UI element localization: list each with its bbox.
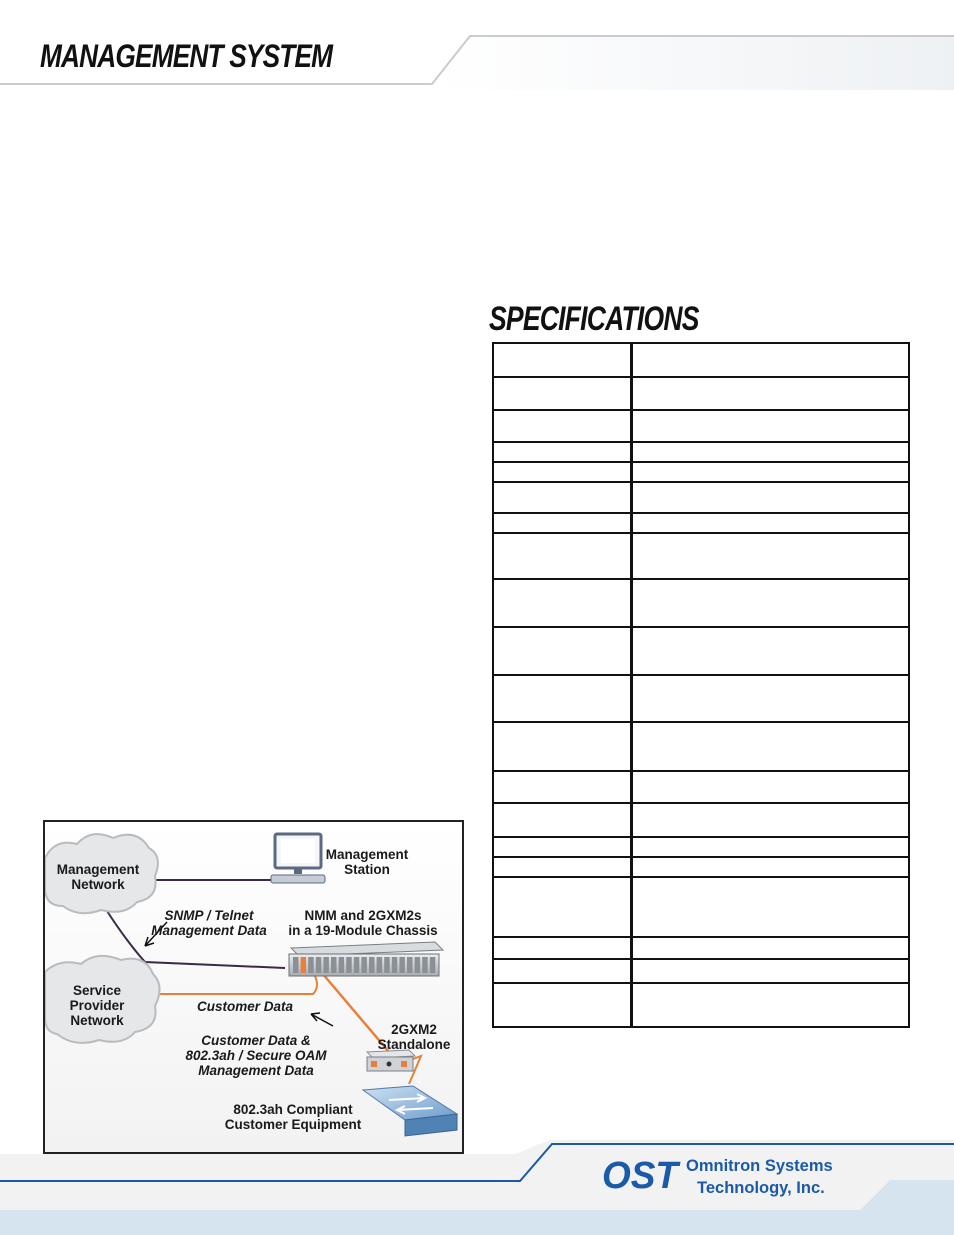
snmp-telnet-label: SNMP / Telnet Management Data [151, 908, 267, 938]
spec-table-row [494, 802, 908, 838]
chassis-module-slot [422, 957, 428, 973]
chassis-module-slot [308, 957, 314, 973]
chassis-module-slot [399, 957, 405, 973]
spec-table-row [494, 876, 908, 938]
svg-text:OST: OST [602, 1157, 681, 1193]
spec-table-row [494, 721, 908, 772]
spec-table-row [494, 344, 908, 376]
spec-table-row [494, 982, 908, 1030]
standalone-label: 2GXM2 Standalone [377, 1022, 451, 1052]
specifications-title: SPECIFICATIONS [489, 300, 699, 338]
service-provider-network-label: Service Provider Network [69, 983, 125, 1028]
company-name-line2: Technology, Inc. [697, 1179, 825, 1197]
spec-table-row [494, 936, 908, 960]
chassis-module-slot [377, 957, 383, 973]
chassis-module-slot [323, 957, 329, 973]
spec-table-row [494, 626, 908, 676]
spec-table-row [494, 481, 908, 514]
management-station-icon [271, 834, 325, 883]
chassis-module-slot [415, 957, 421, 973]
specifications-table [492, 342, 910, 1028]
spec-table-row [494, 856, 908, 878]
ost-logo-icon [602, 1157, 682, 1193]
chassis-module-slot [293, 957, 299, 973]
spec-table-row [494, 958, 908, 984]
spec-table-row [494, 836, 908, 858]
chassis-label: NMM and 2GXM2s in a 19-Module Chassis [288, 908, 438, 938]
chassis-module-slot [392, 957, 398, 973]
page-title: MANAGEMENT SYSTEM [40, 38, 333, 74]
chassis-module-slot [384, 957, 390, 973]
company-name-line1: Omnitron Systems [686, 1157, 833, 1175]
chassis-module-slot [316, 957, 322, 973]
oam-management-label: Customer Data & 802.3ah / Secure OAM Management Data [185, 1033, 327, 1078]
customer-data-label: Customer Data [196, 999, 294, 1014]
spec-table-row [494, 461, 908, 483]
customer-equipment-label: 802.3ah Compliant Customer Equipment [224, 1102, 362, 1132]
spec-table-row [494, 441, 908, 463]
spec-table-row [494, 578, 908, 628]
chassis-module-slot [354, 957, 360, 973]
chassis-module-slot [369, 957, 375, 973]
network-diagram [43, 820, 464, 1154]
management-station-label: Management Station [325, 847, 409, 877]
standalone-unit-icon [367, 1050, 415, 1071]
spec-table-row [494, 532, 908, 580]
chassis-module-slot [430, 957, 436, 973]
chassis-module-slot [339, 957, 345, 973]
chassis-module-slot [301, 957, 307, 973]
management-network-label: Management Network [56, 862, 140, 892]
chassis-module-slot [346, 957, 352, 973]
chassis-module-slot [361, 957, 367, 973]
spec-table-row [494, 376, 908, 411]
spec-table-row [494, 409, 908, 443]
spec-table-row [494, 674, 908, 723]
spec-table-row [494, 770, 908, 804]
spec-table-row [494, 512, 908, 534]
chassis-module-slot [407, 957, 413, 973]
customer-equipment-switch-icon [363, 1086, 457, 1136]
chassis-module-slot [331, 957, 337, 973]
